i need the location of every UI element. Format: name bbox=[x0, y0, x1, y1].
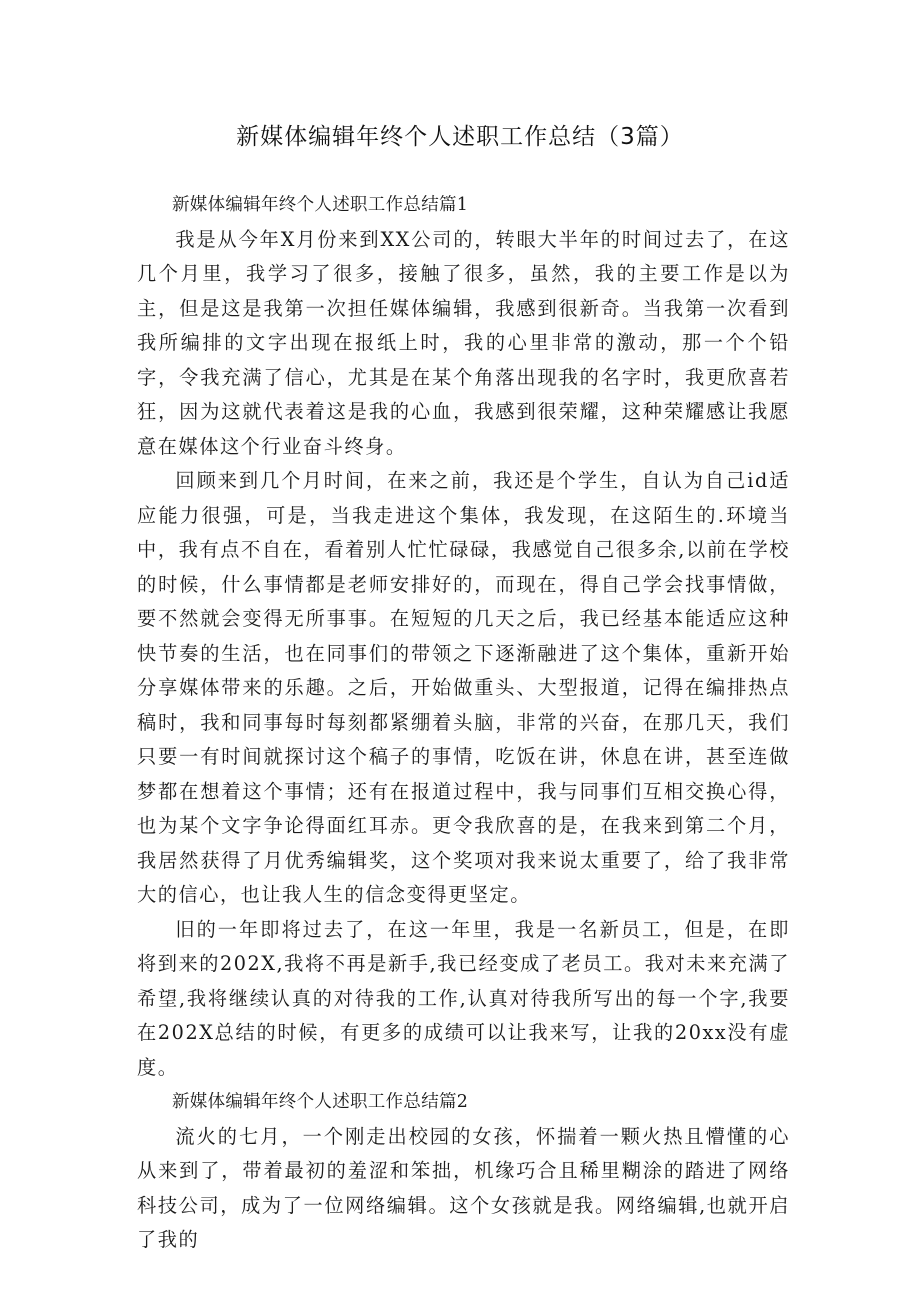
paragraph: 流火的七月，一个刚走出校园的女孩，怀揣着一颗火热且懵懂的心从来到了，带着最初的羞涩和笨拙，机缘巧合且稀里糊涂的踏进了网络科技公司，成为了一位网络编辑。这个女孩就是我。网络编辑,也就开启了我的 bbox=[137, 1124, 790, 1251]
document-body bbox=[137, 188, 790, 1258]
paragraph: 旧的一年即将过去了，在这一年里，我是一名新员工，但是，在即将到来的202X,我将不再是新手,我已经变成了老员工。我对未来充满了希望,我将继续认真的对待我的工作,认真对待我所写出的每一个字,我要在202X总结的时候，有更多的成绩可以让我来写，让我的20xx没有虚度。 bbox=[137, 917, 790, 1079]
section-heading-1: 新媒体编辑年终个人述职工作总结篇1 bbox=[172, 195, 469, 215]
paragraph: 我是从今年X月份来到XX公司的，转眼大半年的时间过去了，在这几个月里，我学习了很多，接触了很多，虽然，我的主要工作是以为主，但是这是我第一次担任媒体编辑，我感到很新奇。当我第一次看到我所编排的文字出现在报纸上时，我的心里非常的激动，那一个个铅字，令我充满了信心，尤其是在某个角落出现我的名字时，我更欣喜若狂，因为这就代表着这是我的心血，我感到很荣耀，这种荣耀感让我愿意在媒体这个行业奋斗终身。 bbox=[137, 227, 790, 458]
paragraph: 回顾来到几个月时间，在来之前，我还是个学生，自认为自己id适应能力很强，可是，当我走进这个集体，我发现，在这陌生的.环境当中，我有点不自在，看着别人忙忙碌碌，我感觉自己很多余,以前在学校的时候，什么事情都是老师安排好的，而现在，得自己学会找事情做，要不然就会变得无所事事。在短短的几天之后，我已经基本能适应这种快节奏的生活，也在同事们的带领之下逐渐融进了这个集体，重新开始分享媒体带来的乐趣。之后，开始做重头、大型报道，记得在编排热点稿时，我和同事每时每刻都紧绷着头脑，非常的兴奋，在那几天，我们只要一有时间就探讨这个稿子的事情，吃饭在讲，休息在讲，甚至连做梦都在想着这个事情；还有在报道过程中，我与同事们互相交换心得，也为某个文字争论得面红耳赤。更令我欣喜的是，在我来到第二个月，我居然获得了月优秀编辑奖，这个奖项对我来说太重要了，给了我非常大的信心，也让我人生的信念变得更坚定。 bbox=[137, 469, 790, 906]
section-heading-2: 新媒体编辑年终个人述职工作总结篇2 bbox=[172, 1092, 469, 1112]
document-title: 新媒体编辑年终个人述职工作总结（3篇） bbox=[236, 124, 684, 150]
